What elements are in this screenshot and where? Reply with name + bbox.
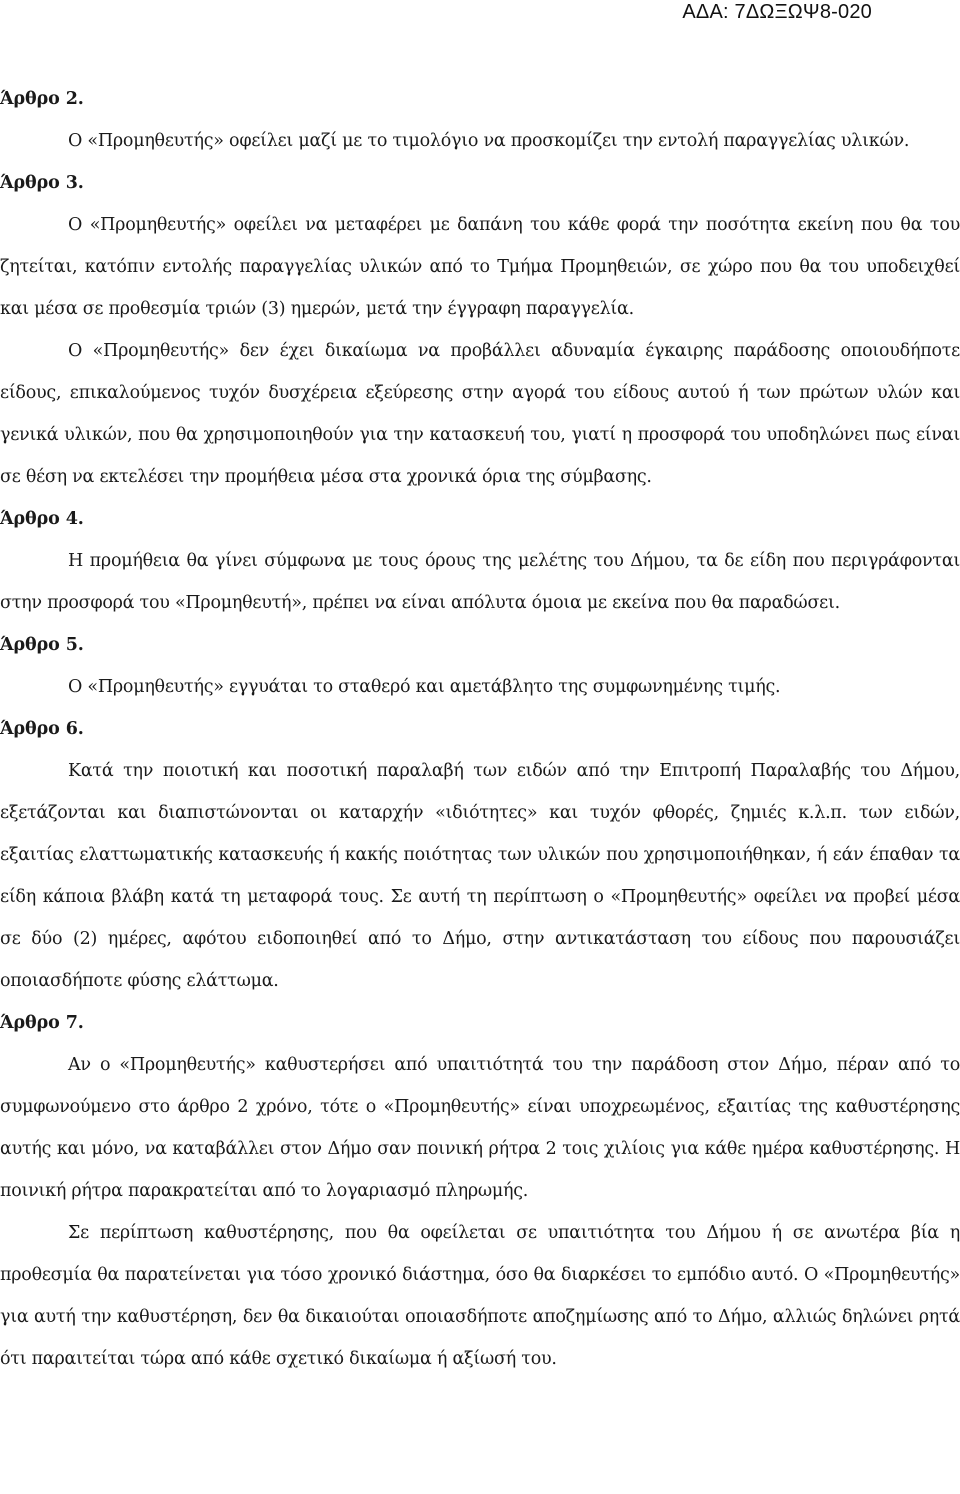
article-paragraph: Ο «Προμηθευτής» οφείλει μαζί με το τιμολόγιο να προσκομίζει την εντολή παραγγελίας υλικών. [68,131,910,151]
article-paragraph: Η προμήθεια θα γίνει σύμφωνα με τους όρους της μελέτης του Δήμου, τα δε είδη που περιγράφονται στην προσφορά του «Προμηθευτή», πρέπει να είναι απόλυτα όμοια με εκείνα που θα παραδώσει. [0,551,960,613]
article-title: Άρθρο 3. [0,173,84,193]
article-4 [0,498,960,624]
article-title: Άρθρο 4. [0,509,84,529]
article-2 [0,78,960,162]
ada-code: ΑΔΑ: 7ΔΩΞΩΨ8-020 [682,1,872,23]
article-3 [0,162,960,498]
document-body [0,78,960,1380]
article-paragraph: Σε περίπτωση καθυστέρησης, που θα οφείλεται σε υπαιτιότητα του Δήμου ή σε ανωτέρα βία η προθεσμία θα παρατείνεται για τόσο χρονικό διάστημα, όσο θα διαρκέσει το εμπόδιο αυτό. Ο «Προμηθευτής» για αυτή την καθυστέρηση, δεν θα δικαιούται οποιασδήποτε αποζημίωσης από το Δήμο, αλλιώς δηλώνει ρητά ότι παραιτείται τώρα από κάθε σχετικό δικαίωμα ή αξίωσή του. [0,1223,960,1369]
article-paragraph: Ο «Προμηθευτής» δεν έχει δικαίωμα να προβάλλει αδυναμία έγκαιρης παράδοσης οποιουδήποτε είδους, επικαλούμενος τυχόν δυσχέρεια εξεύρεσης στην αγορά του είδους αυτού ή των πρώτων υλών και γενικά υλικών, που θα χρησιμοποιηθούν για την κατασκευή του, γιατί η προσφορά του υποδηλώνει πως είναι σε θέση να εκτελέσει την προμήθεια μέσα στα χρονικά όρια της σύμβασης. [0,341,960,487]
article-title: Άρθρο 7. [0,1013,84,1033]
article-7 [0,1002,960,1380]
article-5 [0,624,960,708]
article-paragraph: Κατά την ποιοτική και ποσοτική παραλαβή των ειδών από την Επιτροπή Παραλαβής του Δήμου, εξετάζονται και διαπιστώνονται οι καταρχήν «ιδιότητες» και τυχόν φθορές, ζημιές κ.λ.π. των ειδών, εξαιτίας ελαττωματικής κατασκευής ή κακής ποιότητας των υλικών που χρησιμοποιήθηκαν, ή εάν έπαθαν τα είδη κάποια βλάβη κατά τη μεταφορά τους. Σε αυτή τη περίπτωση ο «Προμηθευτής» οφείλει να προβεί μέσα σε δύο (2) ημέρες, αφότου ειδοποιηθεί από το Δήμο, στην αντικατάσταση του είδους που παρουσιάζει οποιασδήποτε φύσης ελάττωμα. [0,761,960,991]
article-title: Άρθρο 5. [0,635,84,655]
article-title: Άρθρο 6. [0,719,84,739]
article-title: Άρθρο 2. [0,89,84,109]
article-paragraph: Αν ο «Προμηθευτής» καθυστερήσει από υπαιτιότητά του την παράδοση στον Δήμο, πέραν από το συμφωνούμενο στο άρθρο 2 χρόνο, τότε ο «Προμηθευτής» είναι υποχρεωμένος, εξαιτίας της καθυστέρησης αυτής και μόνο, να καταβάλλει στον Δήμο σαν ποινική ρήτρα 2 τοις χιλίοις για κάθε ημέρα καθυστέρησης. Η ποινική ρήτρα παρακρατείται από το λογαριασμό πληρωμής. [0,1055,960,1201]
article-6 [0,708,960,1002]
article-paragraph: Ο «Προμηθευτής» εγγυάται το σταθερό και αμετάβλητο της συμφωνημένης τιμής. [68,677,781,697]
article-paragraph: Ο «Προμηθευτής» οφείλει να μεταφέρει με δαπάνη του κάθε φορά την ποσότητα εκείνη που θα του ζητείται, κατόπιν εντολής παραγγελίας υλικών από το Τμήμα Προμηθειών, σε χώρο που θα του υποδειχθεί και μέσα σε προθεσμία τριών (3) ημερών, μετά την έγγραφη παραγγελία. [0,215,960,319]
